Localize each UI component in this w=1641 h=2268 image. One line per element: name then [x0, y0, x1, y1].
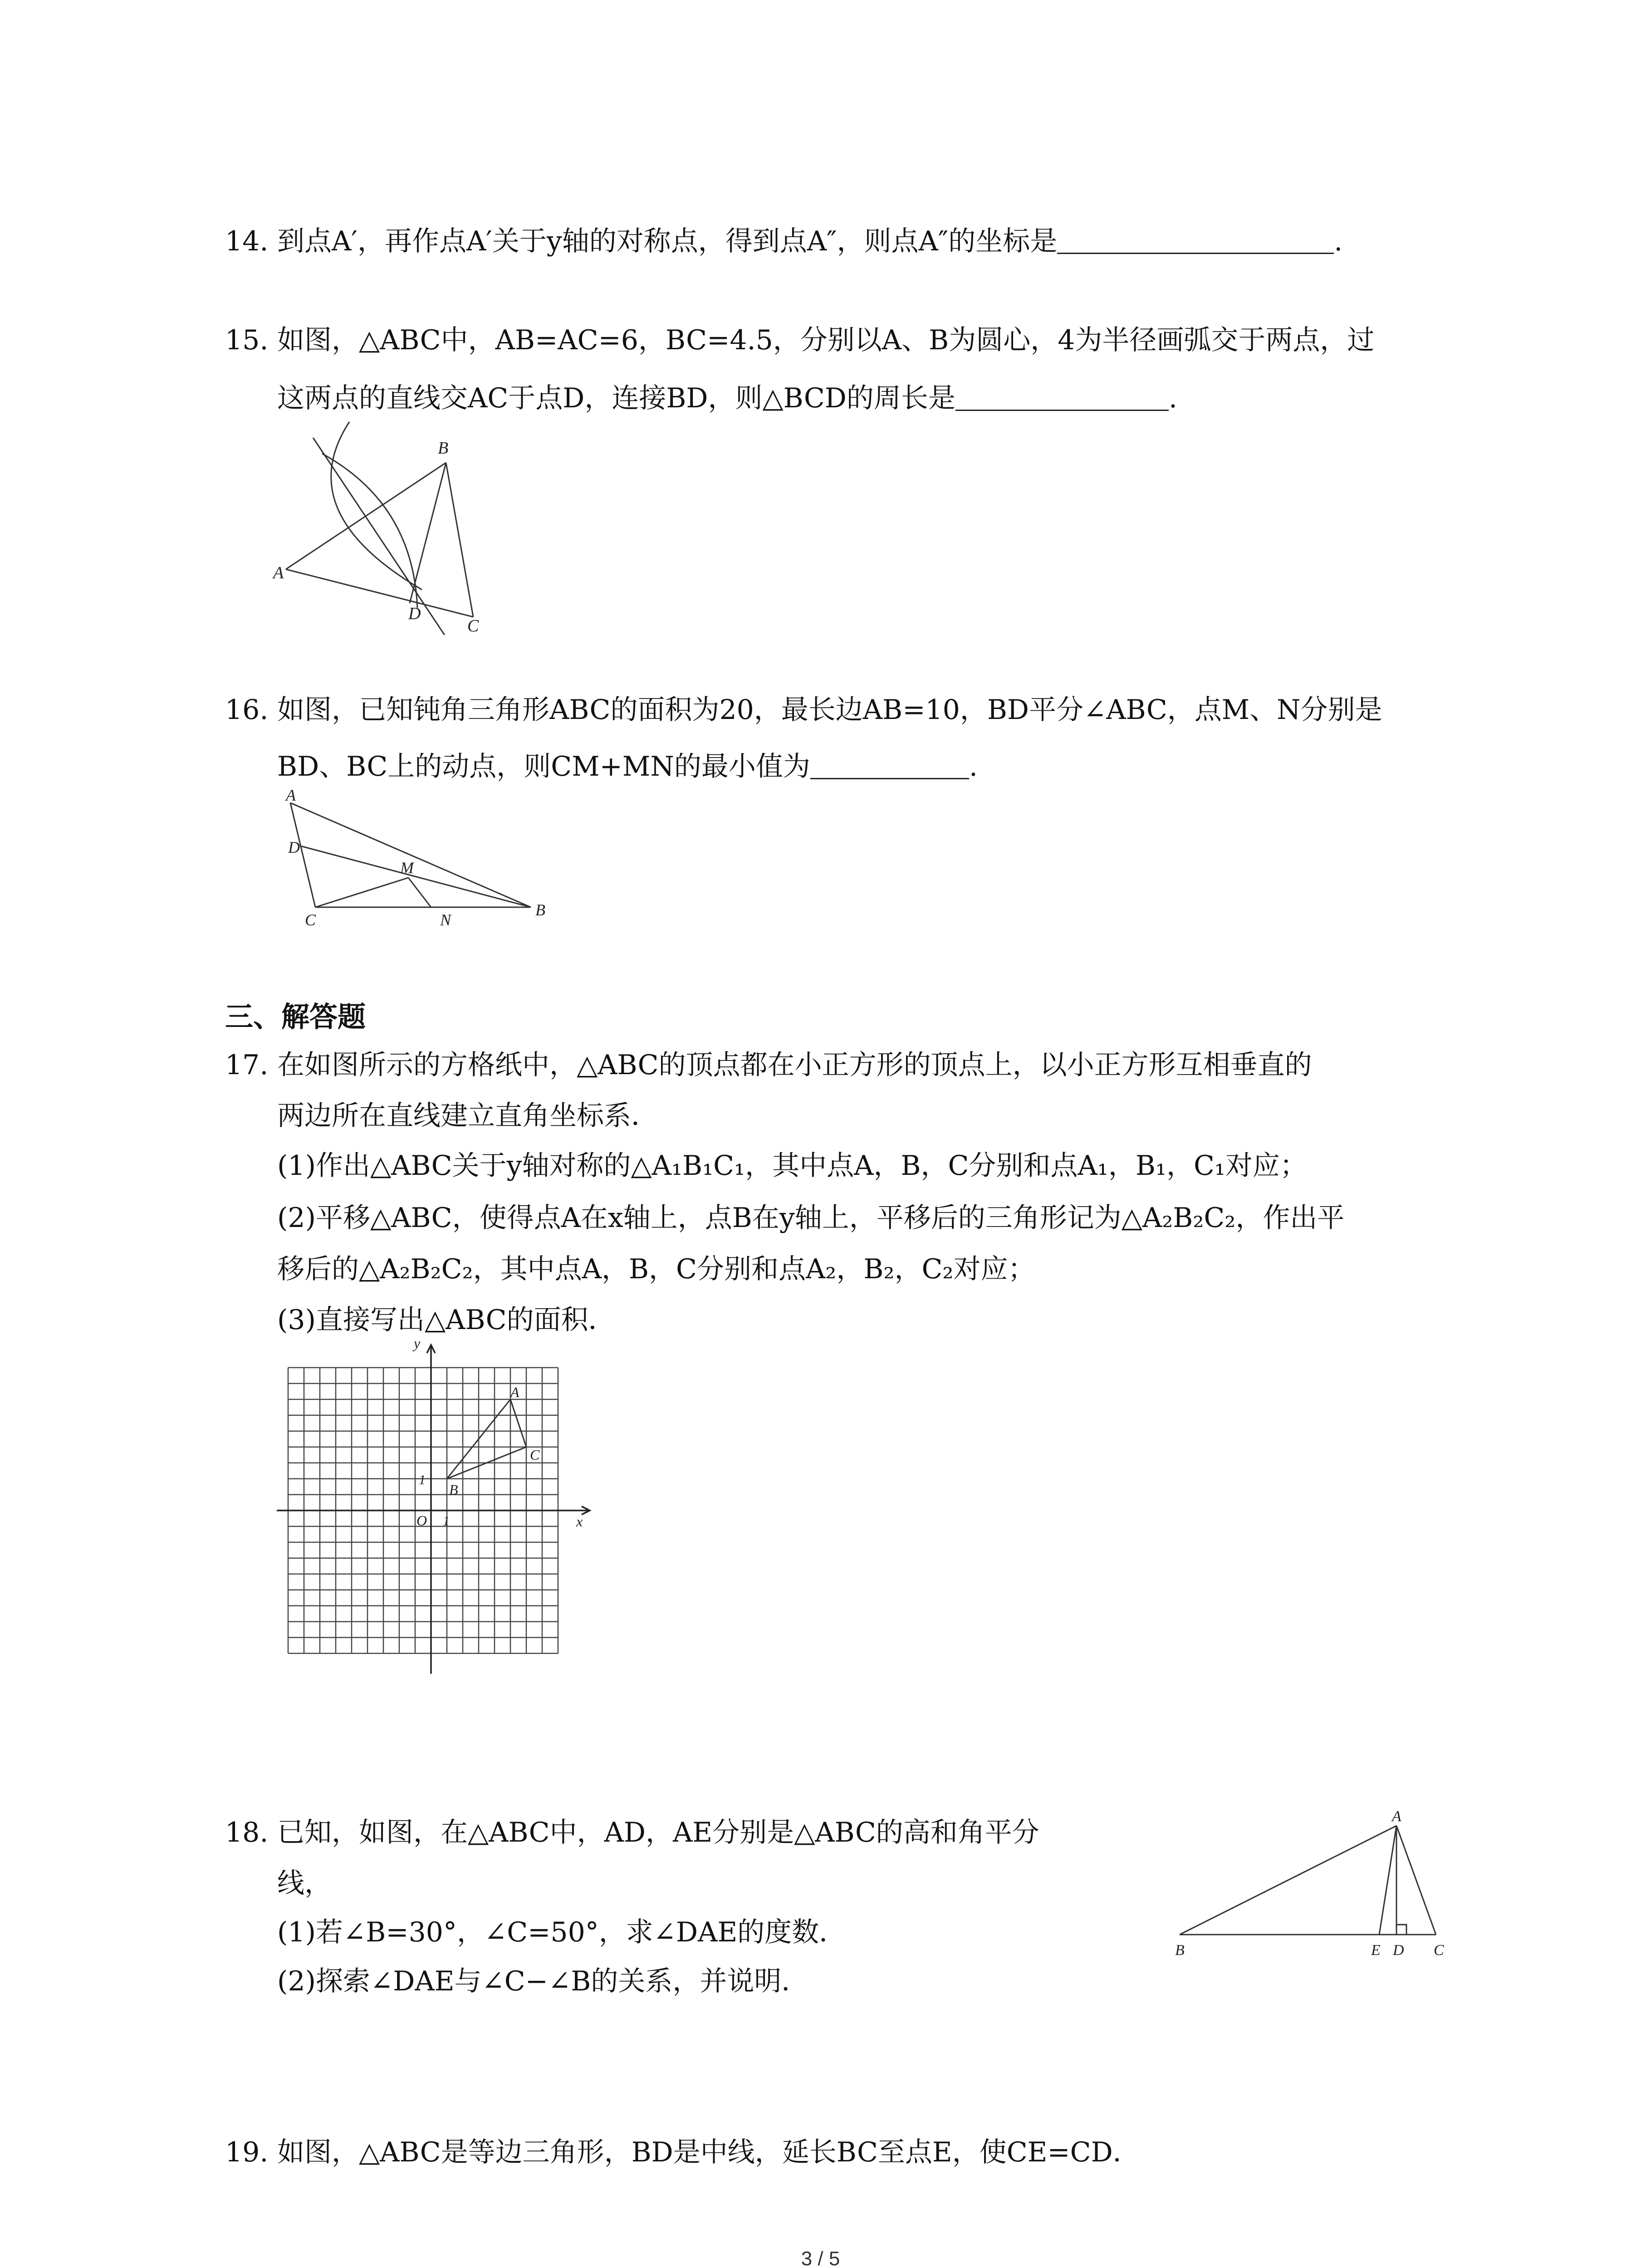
- question-text: 如图，△ABC是等边三角形，BD是中线，延长BC至点E，使CE=CD．: [277, 2136, 1140, 2168]
- label-x: x: [576, 1513, 583, 1530]
- arc-from-B: [331, 422, 422, 590]
- question-text-line1: 在如图所示的方格纸中，△ABC的顶点都在小正方形的顶点上，以小正方形互相垂直的: [277, 1049, 1312, 1081]
- label-D: D: [1393, 1942, 1404, 1959]
- question-number: 17.: [225, 1049, 269, 1081]
- segment-AE-bisector: [1379, 1826, 1396, 1935]
- question-18-part2: (2)探索∠DAE与∠C−∠B的关系，并说明．: [277, 1965, 809, 1997]
- segment-CM: [315, 878, 408, 907]
- segment-AC: [1396, 1826, 1436, 1935]
- question-number: 18.: [225, 1817, 269, 1848]
- label-B: B: [449, 1481, 458, 1498]
- label-C: C: [305, 911, 316, 929]
- segment-AC: [286, 569, 473, 617]
- label-A: A: [273, 563, 284, 582]
- page-number: 3 / 5: [801, 2248, 840, 2268]
- label-O: O: [416, 1512, 427, 1529]
- question-text-line2: BD、BC上的动点，则CM+MN的最小值为: [277, 751, 810, 782]
- question-17-part2b: 移后的△A₂B₂C₂，其中点A，B，C分别和点A₂，B₂，C₂对应；: [277, 1253, 1035, 1285]
- question-19: [225, 2136, 1140, 2168]
- label-B: B: [438, 439, 449, 458]
- label-D: D: [408, 604, 421, 623]
- label-C: C: [467, 616, 479, 635]
- question-text-line1: 如图，△ABC中，AB=AC=6，BC=4.5，分别以A、B为圆心，4为半径画弧交于两点，过: [277, 324, 1375, 356]
- right-angle-mark: [1396, 1925, 1406, 1935]
- label-one-y: 1: [419, 1472, 426, 1487]
- question-15: [225, 324, 1375, 356]
- period: .: [1334, 225, 1343, 257]
- question-16: [225, 694, 1382, 726]
- question-number: 14.: [225, 225, 269, 257]
- label-C: C: [530, 1447, 540, 1463]
- question-18-line2: 线，: [277, 1867, 332, 1899]
- label-B: B: [1175, 1942, 1185, 1959]
- question-17-part2a: (2)平移△ABC，使得点A在x轴上，点B在y轴上，平移后的三角形记为△A₂B₂C₂，作出平: [277, 1202, 1345, 1234]
- question-text-line1: 已知，如图，在△ABC中，AD，AE分别是△ABC的高和角平分: [277, 1817, 1039, 1848]
- question-number: 19.: [225, 2136, 269, 2168]
- answer-blank[interactable]: [810, 751, 969, 779]
- question-15-line2: [225, 382, 1177, 412]
- question-18: [225, 1819, 1039, 1846]
- label-M: M: [400, 859, 414, 877]
- question-17-part1: (1)作出△ABC关于y轴对称的△A₁B₁C₁，其中点A，B，C分别和点A₁，B₁，C₁对应；: [277, 1150, 1307, 1182]
- question-number: 15.: [225, 324, 269, 356]
- question-17: [225, 1051, 1312, 1079]
- label-E: E: [1371, 1942, 1381, 1959]
- period: .: [1168, 382, 1177, 414]
- q18-figure: [1166, 1805, 1465, 1969]
- q15-figure: [272, 413, 508, 635]
- label-A: A: [510, 1384, 519, 1400]
- question-text-line1: 如图，已知钝角三角形ABC的面积为20，最长边AB=10，BD平分∠ABC，点M、N分别是: [277, 694, 1382, 726]
- question-number: 16.: [225, 694, 269, 726]
- question-18-part1: (1)若∠B=30°，∠C=50°，求∠DAE的度数．: [277, 1916, 847, 1948]
- segment-MN: [408, 878, 431, 907]
- q17-grid-figure: [277, 1338, 603, 1683]
- section-heading: 三、解答题: [225, 1000, 366, 1033]
- label-N: N: [440, 911, 451, 929]
- perpendicular-bisector: [313, 438, 445, 635]
- label-A: A: [286, 787, 296, 804]
- label-one-x: 1: [443, 1514, 450, 1529]
- label-A: A: [1392, 1808, 1401, 1825]
- answer-blank[interactable]: [1057, 225, 1334, 254]
- segment-DB: [300, 846, 531, 907]
- question-17-line2: 两边所在直线建立直角坐标系．: [277, 1100, 658, 1132]
- label-B: B: [535, 901, 545, 919]
- label-C: C: [1434, 1942, 1444, 1959]
- label-y: y: [414, 1338, 421, 1351]
- question-17-part3: (3)直接写出△ABC的面积．: [277, 1304, 616, 1336]
- arc-from-A: [322, 454, 417, 608]
- question-14: [225, 225, 1342, 255]
- q16-figure: [277, 787, 558, 937]
- segment-AB: [290, 803, 531, 907]
- segment-BA: [1180, 1826, 1396, 1935]
- label-D: D: [288, 838, 300, 856]
- answer-blank[interactable]: [955, 382, 1169, 411]
- segment-BC: [446, 463, 473, 617]
- question-text: 到点A′，再作点A′关于y轴的对称点，得到点A″，则点A″的坐标是: [277, 225, 1058, 257]
- question-16-line2: [225, 751, 978, 780]
- question-text-line2: 这两点的直线交AC于点D，连接BD，则△BCD的周长是: [277, 382, 955, 414]
- triangle-ABC: [447, 1399, 526, 1479]
- period: .: [969, 751, 978, 782]
